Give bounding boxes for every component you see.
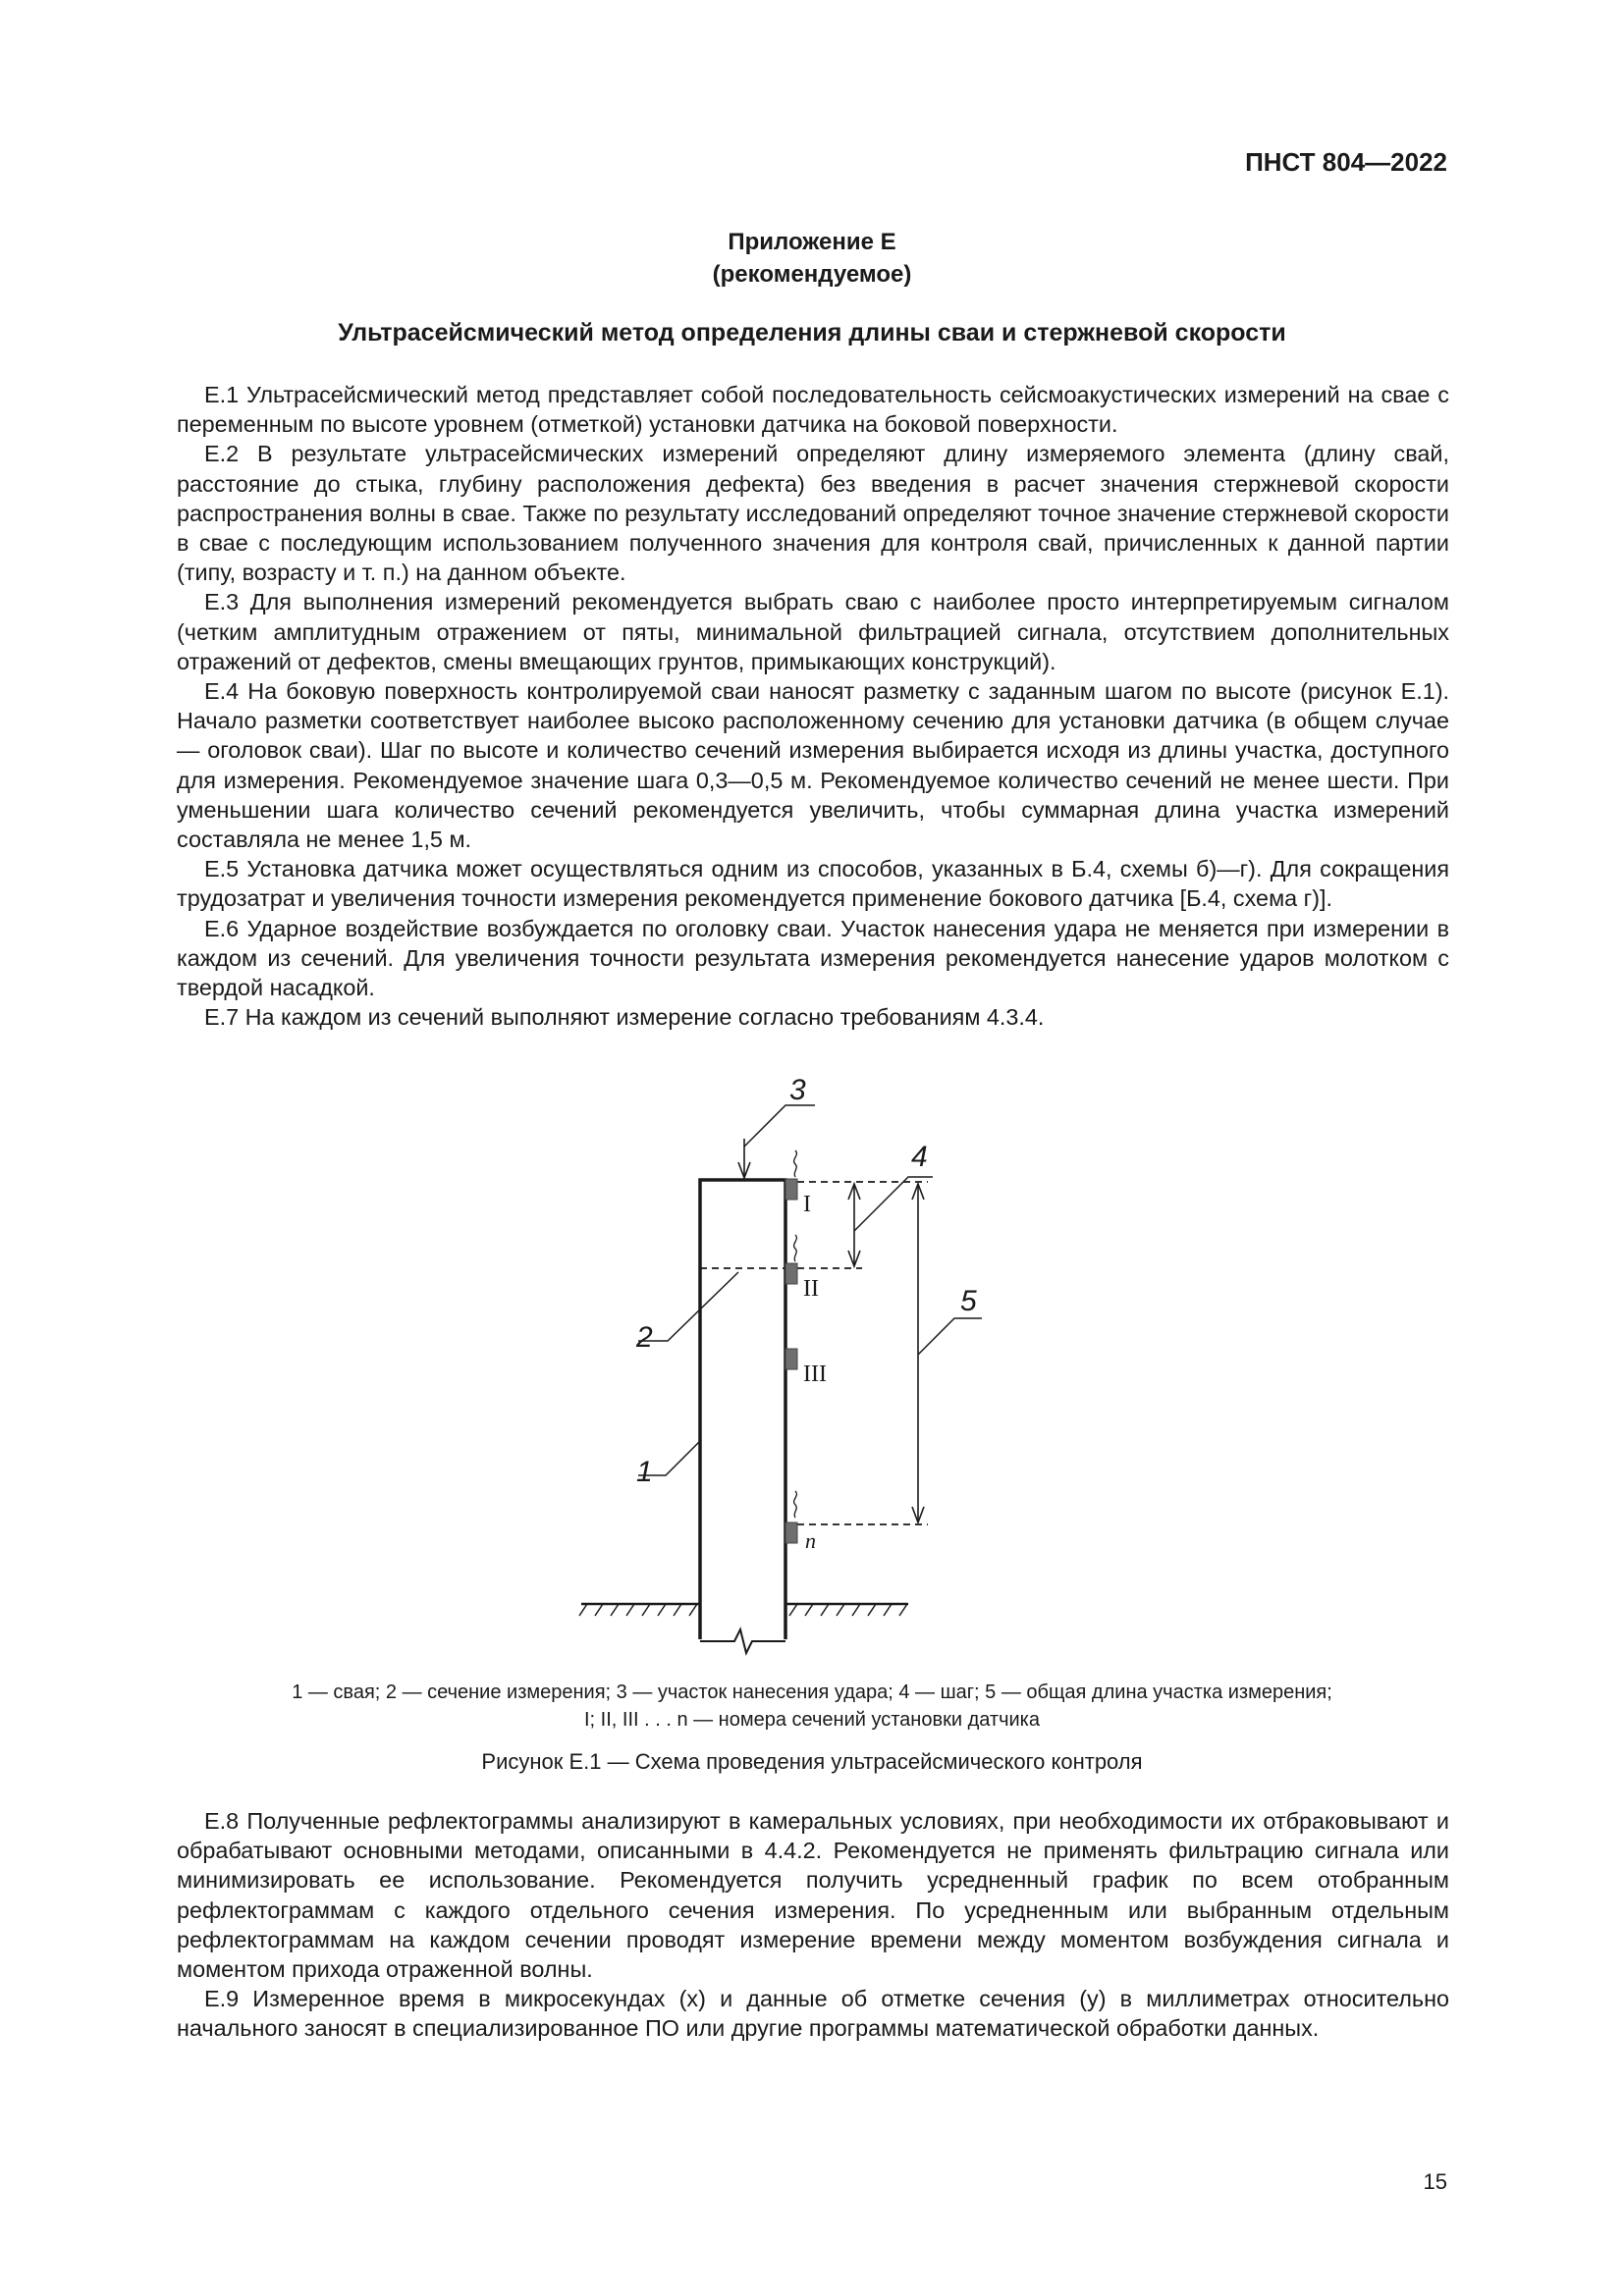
leader-4 <box>854 1177 933 1231</box>
appendix-label: Приложение Е <box>728 229 896 255</box>
callout-1: 1 <box>636 1456 653 1488</box>
section-label-ii: II <box>803 1276 819 1302</box>
page-number: 15 <box>1423 2169 1447 2194</box>
figure-legend <box>0 1679 1624 1734</box>
section-label-n: n <box>805 1528 816 1553</box>
callout-2: 2 <box>636 1321 653 1354</box>
sensor-wire-n <box>794 1491 797 1518</box>
paragraph-e6: Е.6 Ударное воздействие возбуждается по оголовку сваи. Участок нанесения удара не меняется при измерении в каждом из сечений. Для увеличения точности результата измерения рекомендуется нанесение ударов молотком с твердой насадкой. <box>177 915 1449 1001</box>
pile-outline <box>700 1180 785 1639</box>
appendix-title: Ультрасейсмический метод определения длины сваи и стержневой скорости <box>338 319 1286 347</box>
sensor-iii <box>785 1349 797 1369</box>
figure-legend-line-1: 1 — свая; 2 — сечение измерения; 3 — участок нанесения удара; 4 — шаг; 5 — общая длина участка измерения; <box>292 1682 1332 1703</box>
leader-3 <box>744 1105 815 1147</box>
paragraph-e1: Е.1 Ультрасейсмический метод представляет собой последовательность сейсмоакустических измерений на свае с переменным по высоте уровнем (отметкой) установки датчика на боковой поверхности. <box>177 382 1449 438</box>
paragraph-e4: Е.4 На боковую поверхность контролируемой сваи наносят разметку с заданным шагом по высоте (рисунок Е.1). Начало разметки соответствует наиболее высоко расположенному сечению для установки датчика (в общем случае — оголовок сваи). Шаг по высоте и количество сечений измерения выбирается исходя из длины участка, доступного для измерения. Рекомендуемое значение шага 0,3—0,5 м. Рекомендуемое количество сечений не менее шести. При уменьшении шага количество сечений рекомендуется увеличить, чтобы суммарная длина участка измерений составляла не менее 1,5 м. <box>177 678 1449 853</box>
leader-2 <box>638 1272 738 1341</box>
sensor-wire-i <box>794 1150 797 1177</box>
text-block-bottom <box>177 1806 1449 2044</box>
paragraph-e3: Е.3 Для выполнения измерений рекомендуется выбрать сваю с наиболее просто интерпретируемым сигналом (четким амплитудным отражением от пяты, минимальной фильтрацией сигнала, отсутствием дополнительных отражений от дефектов, смены вмещающих грунтов, примыкающих конструкций). <box>177 589 1449 674</box>
paragraph-e7: Е.7 На каждом из сечений выполняют измерение согласно требованиям 4.3.4. <box>204 1004 1045 1031</box>
paragraph-e2: Е.2 В результате ультрасейсмических измерений определяют длину измеряемого элемента (длину свай, расстояние до стыка, глубину расположения дефекта) без введения в расчет значения стержневой скорости распространения волны в свае. Также по результату исследований определяют точное значение стержневой скорости в свае с последующим использованием полученного значения для контроля свай, причисленных к данной партии (типу, возрасту и т. п.) на данном объекте. <box>177 441 1449 586</box>
figure-legend-line-2: I; II, III . . . n — номера сечений установки датчика <box>583 1709 1040 1731</box>
appendix-status: (рекомендуемое) <box>712 261 912 288</box>
leader-5 <box>918 1318 982 1355</box>
paragraph-e8: Е.8 Полученные рефлектограммы анализируют в камеральных условиях, при необходимости их отбраковывают и обрабатывают основными методами, описанными в 4.4.2. Рекомендуется не применять фильтрацию сигнала или минимизировать ее использование. Рекомендуется получить усредненный график по всем отобранным рефлектограммам с каждого отдельного сечения измерения. По усредненным или выбранным отдельным рефлектограммам на каждом сечении проводят измерение времени между моментом возбуждения сигнала и моментом прихода отраженной волны. <box>177 1808 1449 1983</box>
section-label-i: I <box>803 1192 811 1217</box>
paragraph-e9: Е.9 Измеренное время в микросекундах (x) и данные об отметке сечения (y) в миллиметрах относительно начального заносят в специализированное ПО или другие программы математической обработки данных. <box>177 1986 1449 2042</box>
pile-break <box>700 1629 785 1653</box>
sensor-ii <box>785 1263 797 1284</box>
sensor-wire-ii <box>794 1235 797 1261</box>
sensor-n <box>785 1522 797 1543</box>
sensor-i <box>785 1179 797 1200</box>
figure-caption: Рисунок Е.1 — Схема проведения ультрасейсмического контроля <box>481 1749 1143 1774</box>
callout-5: 5 <box>960 1285 977 1317</box>
callout-3: 3 <box>789 1074 806 1106</box>
callout-4: 4 <box>911 1141 928 1173</box>
section-label-iii: III <box>803 1362 827 1387</box>
ground-hatching <box>579 1604 907 1616</box>
document-code: ПНСТ 804—2022 <box>1245 147 1447 177</box>
paragraph-e5: Е.5 Установка датчика может осуществляться одним из способов, указанных в Б.4, схемы б)—г). Для сокращения трудозатрат и увеличения точности измерения рекомендуется применение бокового датчика [Б.4, схема г)]. <box>177 856 1449 912</box>
